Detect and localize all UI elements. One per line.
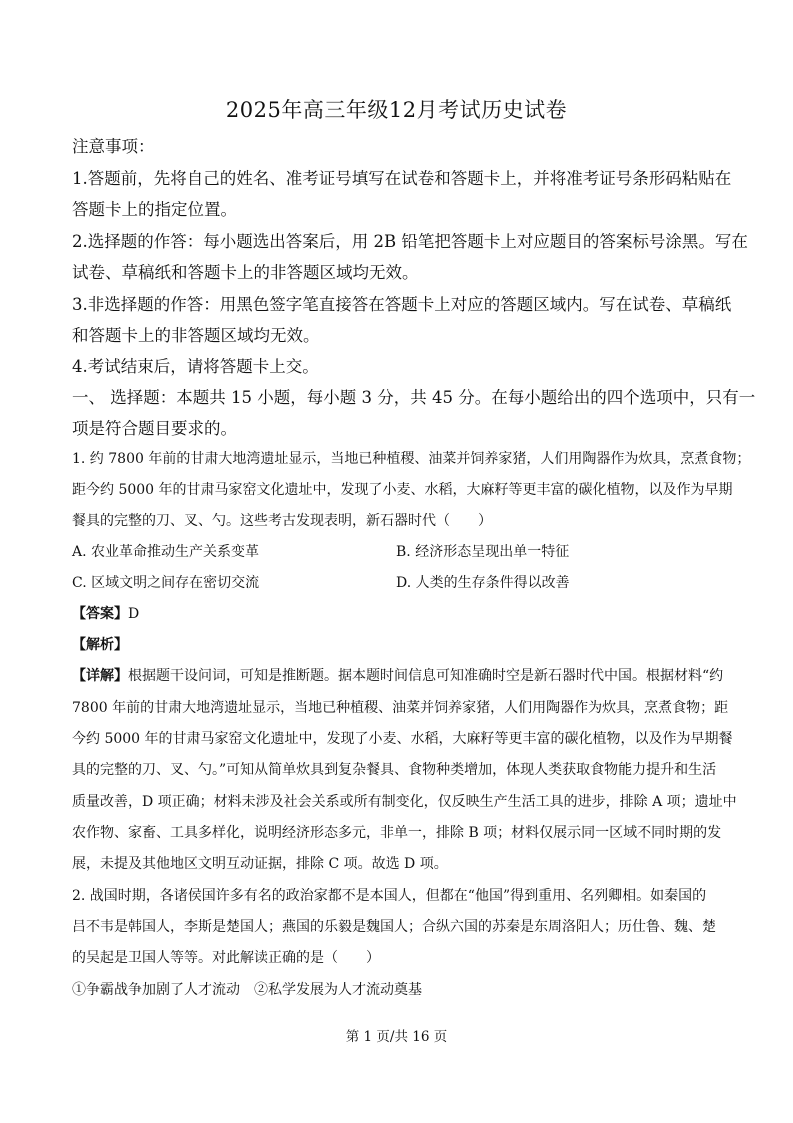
q1-detail-line: 7800 年前的甘肃大地湾遗址显示，当地已种植稷、油菜并饲养家猪，人们用陶器作为炊具，烹煮食物；距: [72, 700, 729, 716]
q1-answer: [72, 603, 139, 623]
section-instruction: 一、 选择题：本题共 15 小题，每小题 3 分，共 45 分。在每小题给出的四个选项中，只有一: [72, 388, 756, 407]
notice-heading: 注意事项：: [72, 137, 155, 156]
q1-option-d: D. 人类的生存条件得以改善: [396, 575, 570, 591]
notice-line: 4.考试结束后，请将答题卡上交。: [72, 357, 319, 376]
answer-value: D: [128, 606, 140, 622]
answer-label: 【答案】: [72, 606, 128, 622]
section-instruction: 项是符合题目要求的。: [72, 419, 237, 438]
q1-stem-line: 1. 约 7800 年前的甘肃大地湾遗址显示，当地已种植稷、油菜并饲养家猪，人们用陶器作为炊具，烹煮食物；: [72, 451, 751, 467]
notice-line: 试卷、草稿纸和答题卡上的非答题区域均无效。: [72, 263, 419, 282]
q1-detail-line: 农作物、家畜、工具多样化，说明经济形态多元，非单一，排除 B 项；材料仅展示同一区域不同时期的发: [72, 825, 722, 841]
page-footer: 第 1 页/共 16 页: [345, 1029, 448, 1045]
page-title: 2025年高三年级12月考试历史试卷: [225, 98, 568, 122]
q1-option-b: B. 经济形态呈现出单一特征: [396, 544, 570, 560]
notice-line: 2.选择题的作答：每小题选出答案后，用 2B 铅笔把答题卡上对应题目的答案标号涂黑。写在: [72, 232, 748, 251]
q2-stem-line: ①争霸战争加剧了人才流动 ②私学发展为人才流动奠基: [72, 982, 422, 998]
notice-line: 和答题卡上的非答题区域均无效。: [72, 326, 320, 345]
analysis-label: 【解析】: [72, 637, 128, 653]
notice-line: 答题卡上的指定位置。: [72, 200, 237, 219]
q2-stem-line: 2. 战国时期，各诸侯国许多有名的政治家都不是本国人，但都在“他国”得到重用、名列卿相。如秦国的: [72, 888, 707, 904]
q1-stem-line: 餐具的完整的刀、叉、勺。这些考古发现表明，新石器时代（ ）: [72, 513, 492, 529]
q1-detail-line: 今约 5000 年的甘肃马家窑文化遗址中，发现了小麦、水稻，大麻籽等更丰富的碳化植物，以及作为早期餐: [72, 731, 733, 747]
q1-stem-line: 距今约 5000 年的甘肃马家窑文化遗址中，发现了小麦、水稻，大麻籽等更丰富的碳化植物，以及作为早期: [72, 482, 733, 498]
q1-detail-line: [72, 665, 723, 685]
q1-detail-line: 展，未提及其他地区文明互动证据，排除 C 项。故选 D 项。: [72, 856, 448, 872]
detail-text: 根据题干设问词，可知是推断题。据本题时间信息可知准确时空是新石器时代中国。根据材料“约: [128, 668, 724, 684]
q1-detail-line: 具的完整的刀、叉、勺。”可知从简单炊具到复杂餐具、食物种类增加，体现人类获取食物能力提升和生活: [72, 762, 717, 778]
q2-stem-line: 的吴起是卫国人等等。对此解读正确的是（ ）: [72, 950, 380, 966]
q1-option-a: A. 农业革命推动生产关系变革: [72, 544, 260, 560]
notice-line: 3.非选择题的作答：用黑色签字笔直接答在答题卡上对应的答题区域内。写在试卷、草稿纸: [72, 295, 732, 314]
detail-label: 【详解】: [72, 668, 128, 684]
q1-option-c: C. 区域文明之间存在密切交流: [72, 575, 260, 591]
notice-line: 1.答题前，先将自己的姓名、准考证号填写在试卷和答题卡上，并将准考证号条形码粘贴在: [72, 169, 732, 188]
q2-stem-line: 吕不韦是韩国人，李斯是楚国人；燕国的乐毅是魏国人；合纵六国的苏秦是东周洛阳人；历仕鲁、魏、楚: [72, 919, 716, 935]
q1-detail-line: 质量改善，D 项正确；材料未涉及社会关系或所有制变化，仅反映生产生活工具的进步，排除 A 项；遗址中: [72, 794, 737, 810]
